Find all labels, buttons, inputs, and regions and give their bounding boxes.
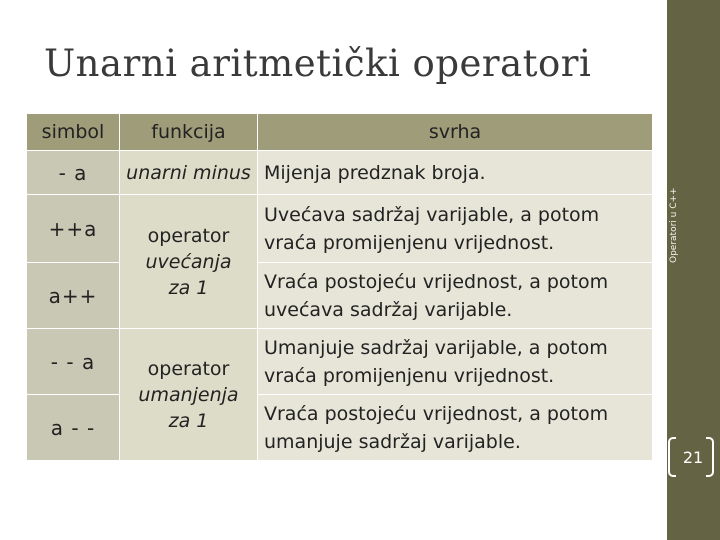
symbol-cell: ++a xyxy=(27,195,120,263)
slide-title: Unarni aritmetički operatori xyxy=(44,42,592,85)
purpose-cell: Mijenja predznak broja. xyxy=(258,151,653,195)
function-line: za 1 xyxy=(168,409,209,432)
function-line: umanjenja xyxy=(138,383,239,406)
purpose-cell: Vraća postojeću vrijednost, a potom uvećava sadržaj varijable. xyxy=(258,263,653,329)
table-row xyxy=(27,329,653,395)
symbol-cell: a++ xyxy=(27,263,120,329)
header-function: funkcija xyxy=(120,114,258,151)
symbol-cell: - a xyxy=(27,151,120,195)
sidebar-label: Operatori u C++ xyxy=(669,187,679,263)
header-purpose: svrha xyxy=(258,114,653,151)
purpose-cell: Umanjuje sadržaj varijable, a potom vraća promijenjenu vrijednost. xyxy=(258,329,653,395)
operators-table xyxy=(26,113,653,461)
function-line: uvećanja xyxy=(145,250,232,273)
function-cell-decrement xyxy=(120,329,258,461)
table-row xyxy=(27,151,653,195)
symbol-cell: a - - xyxy=(27,395,120,461)
header-symbol: simbol xyxy=(27,114,120,151)
function-cell-increment xyxy=(120,195,258,329)
page-number: 21 xyxy=(682,447,704,467)
table-row xyxy=(27,195,653,263)
function-cell: unarni minus xyxy=(120,151,258,195)
function-line: operator xyxy=(147,357,230,380)
symbol-cell: - - a xyxy=(27,329,120,395)
purpose-cell: Vraća postojeću vrijednost, a potom umanjuje sadržaj varijable. xyxy=(258,395,653,461)
table-header-row xyxy=(27,114,653,151)
function-line: za 1 xyxy=(168,276,209,299)
function-line: operator xyxy=(147,224,230,247)
purpose-cell: Uvećava sadržaj varijable, a potom vraća promijenjenu vrijednost. xyxy=(258,195,653,263)
